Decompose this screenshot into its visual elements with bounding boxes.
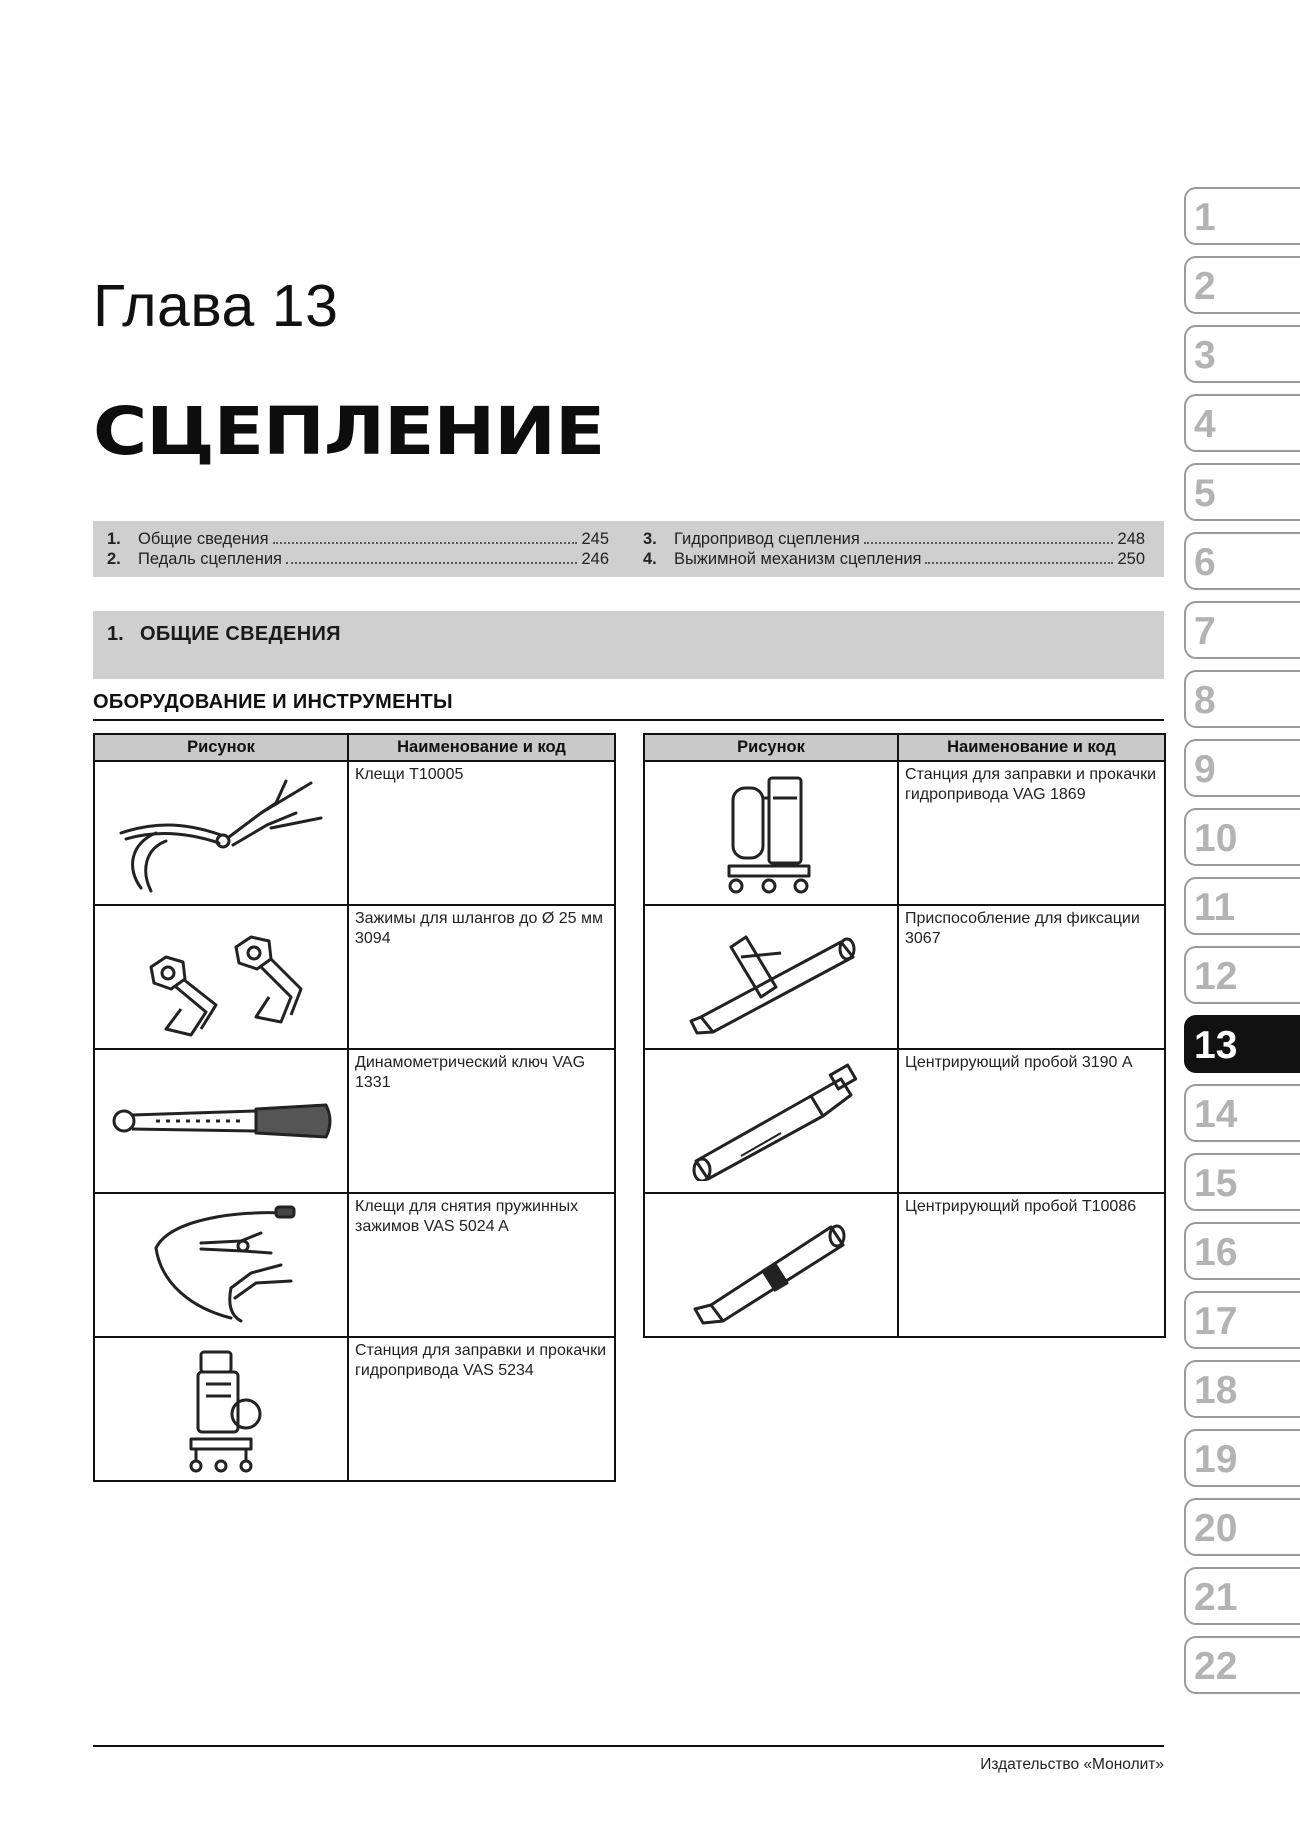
table-row (94, 1049, 615, 1193)
contents-item-page: 248 (1117, 530, 1145, 548)
chapter-tab-16[interactable] (1184, 1222, 1300, 1280)
chapter-tab-17[interactable] (1184, 1291, 1300, 1349)
fixing-tool-icon (681, 917, 861, 1037)
contents-column-left (107, 529, 609, 569)
tool-name-cell: Клещи T10005 (348, 761, 615, 905)
table-header-row (644, 734, 1165, 761)
leader-dots (925, 562, 1113, 564)
section-number: 1. (107, 623, 124, 645)
contents-item-number: 4. (643, 550, 657, 568)
leader-dots (286, 562, 577, 564)
contents-item-page: 245 (581, 530, 609, 548)
chapter-tab-label: 7 (1194, 610, 1216, 653)
contents-item-title: Педаль сцепления (138, 550, 282, 568)
leader-dots (864, 542, 1114, 544)
chapter-tab-19[interactable] (1184, 1429, 1300, 1487)
tool-picture-cell (94, 1193, 348, 1337)
chapter-tab-9[interactable] (1184, 739, 1300, 797)
contents-item[interactable] (107, 529, 609, 549)
chapter-tab-label: 12 (1194, 955, 1238, 998)
chapter-tab-label: 3 (1194, 334, 1216, 377)
tool-name-cell: Центрирующий пробой 3190 A (898, 1049, 1165, 1193)
tool-name-cell: Клещи для снятия пружинных зажимов VAS 5024 A (348, 1193, 615, 1337)
chapter-tab-3[interactable] (1184, 325, 1300, 383)
pliers-icon (111, 773, 331, 893)
chapter-tab-18[interactable] (1184, 1360, 1300, 1418)
tool-picture-cell (644, 905, 898, 1049)
footer-divider (93, 1745, 1164, 1747)
chapter-tab-label: 2 (1194, 265, 1216, 308)
leader-dots (273, 542, 578, 544)
table-row (644, 1049, 1165, 1193)
contents-item[interactable] (107, 549, 609, 569)
chapter-tab-label: 16 (1194, 1231, 1238, 1274)
chapter-title: СЦЕПЛЕНИЕ (93, 393, 605, 470)
chapter-tab-label: 11 (1194, 886, 1236, 929)
hose-clamps-icon (121, 917, 321, 1037)
table-header-row (94, 734, 615, 761)
tool-picture-cell (94, 1049, 348, 1193)
column-header-name: Наименование и код (348, 734, 615, 761)
chapter-tab-10[interactable] (1184, 808, 1300, 866)
spring-clamp-pliers-icon (131, 1203, 311, 1328)
chapter-tab-2[interactable] (1184, 256, 1300, 314)
chapter-tab-label: 1 (1194, 196, 1216, 239)
tool-name-cell: Центрирующий пробой T10086 (898, 1193, 1165, 1337)
chapter-tab-20[interactable] (1184, 1498, 1300, 1556)
bleeding-station-icon (176, 1344, 266, 1474)
torque-wrench-icon (106, 1091, 336, 1151)
contents-item[interactable] (643, 529, 1145, 549)
chapter-tab-label: 5 (1194, 472, 1216, 515)
chapter-tab-13-active[interactable] (1184, 1015, 1300, 1073)
table-row (94, 905, 615, 1049)
section-title: ОБЩИЕ СВЕДЕНИЯ (140, 623, 341, 645)
contents-item-number: 2. (107, 550, 121, 568)
tool-name-cell: Динамометрический ключ VAG 1331 (348, 1049, 615, 1193)
tools-table-left (93, 733, 616, 1482)
contents-item-page: 246 (581, 550, 609, 568)
tool-picture-cell (94, 761, 348, 905)
chapter-tab-6[interactable] (1184, 532, 1300, 590)
table-row (644, 761, 1165, 905)
chapter-tab-7[interactable] (1184, 601, 1300, 659)
section-heading-bar (93, 611, 1164, 679)
publisher-footer: Издательство «Монолит» (980, 1756, 1164, 1773)
contents-item[interactable] (643, 549, 1145, 569)
column-header-picture: Рисунок (94, 734, 348, 761)
table-row (644, 1193, 1165, 1337)
centering-mandrel-icon (681, 1205, 861, 1325)
centering-mandrel-icon (681, 1061, 861, 1181)
chapter-tab-8[interactable] (1184, 670, 1300, 728)
chapter-tab-label: 19 (1194, 1438, 1238, 1481)
tool-picture-cell (94, 1337, 348, 1481)
tool-name-cell: Приспособление для фиксации 3067 (898, 905, 1165, 1049)
chapter-tab-1[interactable] (1184, 187, 1300, 245)
table-row (644, 905, 1165, 1049)
chapter-tab-label: 17 (1194, 1300, 1238, 1343)
chapter-tab-label: 9 (1194, 748, 1216, 791)
tool-picture-cell (644, 761, 898, 905)
chapter-tab-label: 18 (1194, 1369, 1238, 1412)
chapter-tab-label: 8 (1194, 679, 1216, 722)
tool-name-cell: Станция для заправки и прокачки гидропривода VAG 1869 (898, 761, 1165, 905)
contents-item-number: 3. (643, 530, 657, 548)
table-row (94, 1337, 615, 1481)
contents-item-title: Общие сведения (138, 530, 269, 548)
bleeding-station-icon (721, 768, 821, 898)
chapter-tab-label: 15 (1194, 1162, 1238, 1205)
chapter-tab-14[interactable] (1184, 1084, 1300, 1142)
contents-item-number: 1. (107, 530, 121, 548)
table-row (94, 761, 615, 905)
chapter-tab-label: 4 (1194, 403, 1216, 446)
chapter-tab-label: 14 (1194, 1093, 1238, 1136)
chapter-tab-label: 22 (1194, 1645, 1238, 1688)
contents-item-page: 250 (1117, 550, 1145, 568)
subsection-heading: ОБОРУДОВАНИЕ И ИНСТРУМЕНТЫ (93, 691, 1164, 721)
table-row (94, 1193, 615, 1337)
chapter-tab-12[interactable] (1184, 946, 1300, 1004)
tool-name-cell: Станция для заправки и прокачки гидропривода VAS 5234 (348, 1337, 615, 1481)
tool-picture-cell (644, 1049, 898, 1193)
column-header-name: Наименование и код (898, 734, 1165, 761)
contents-item-title: Выжимной механизм сцепления (674, 550, 922, 568)
chapter-tab-label: 21 (1194, 1576, 1238, 1619)
chapter-tab-11[interactable] (1184, 877, 1300, 935)
chapter-contents (93, 521, 1164, 577)
tool-name-cell: Зажимы для шлангов до Ø 25 мм 3094 (348, 905, 615, 1049)
chapter-tab-label: 13 (1194, 1024, 1238, 1067)
chapter-tab-15[interactable] (1184, 1153, 1300, 1211)
chapter-tab-21[interactable] (1184, 1567, 1300, 1625)
chapter-tab-5[interactable] (1184, 463, 1300, 521)
chapter-label: Глава 13 (93, 273, 339, 339)
chapter-tab-22[interactable] (1184, 1636, 1300, 1694)
contents-item-title: Гидропривод сцепления (674, 530, 860, 548)
tools-table-right (643, 733, 1166, 1338)
chapter-tab-label: 6 (1194, 541, 1216, 584)
tool-picture-cell (644, 1193, 898, 1337)
chapter-tab-label: 10 (1194, 817, 1238, 860)
contents-column-right (643, 529, 1145, 569)
column-header-picture: Рисунок (644, 734, 898, 761)
chapter-tab-label: 20 (1194, 1507, 1238, 1550)
chapter-tab-4[interactable] (1184, 394, 1300, 452)
tool-picture-cell (94, 905, 348, 1049)
